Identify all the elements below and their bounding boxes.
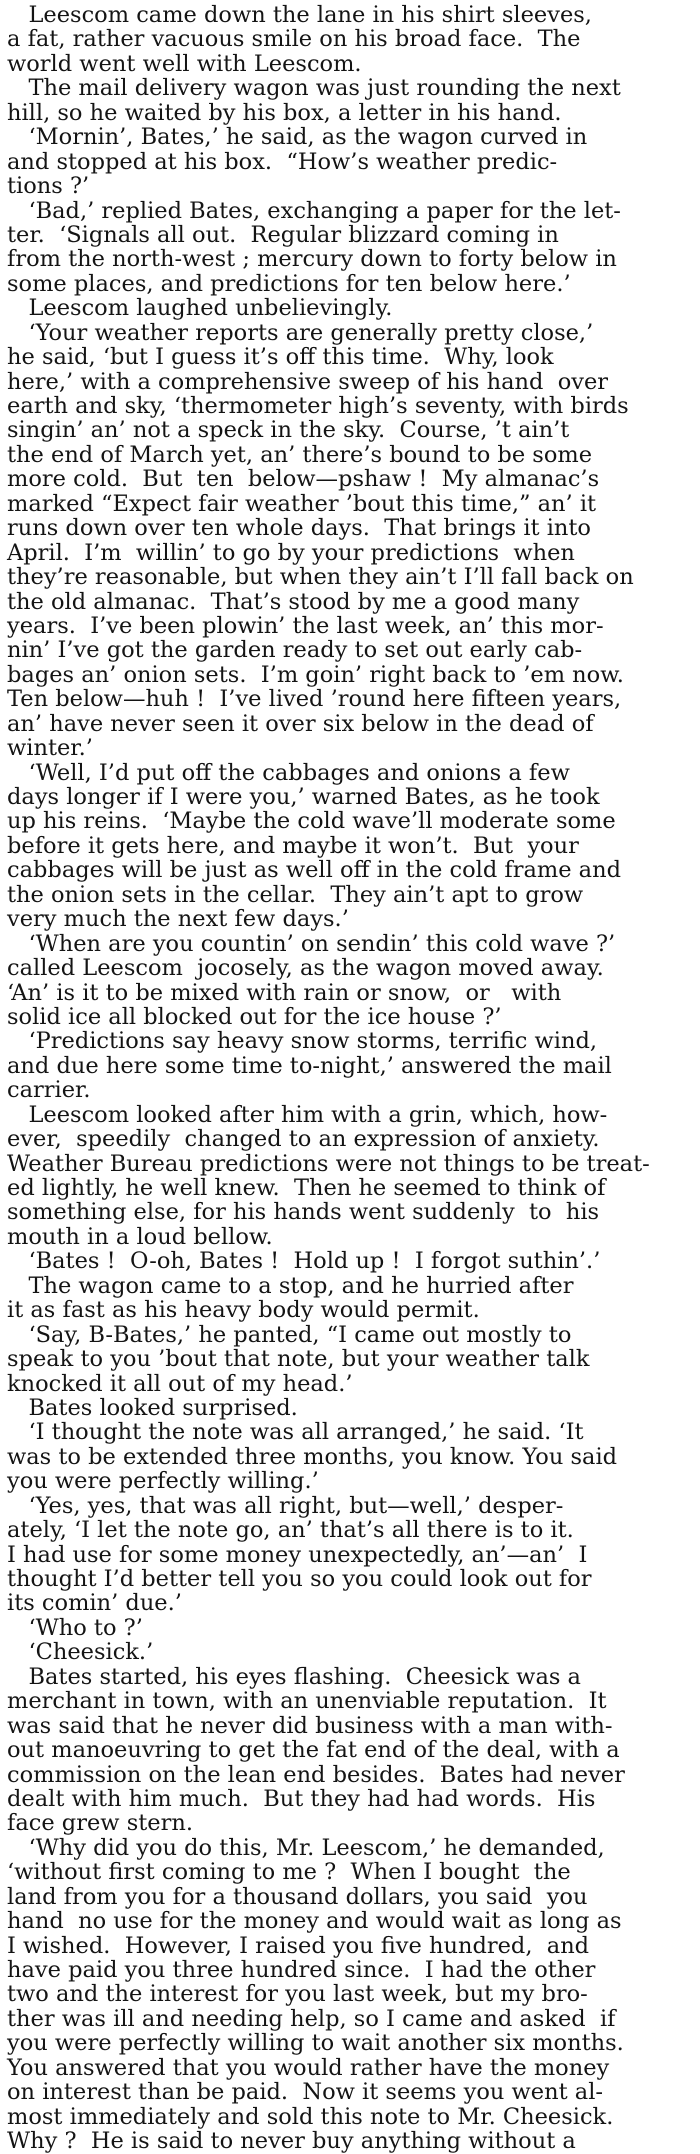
text-line: solid ice all blocked out for the ice house ?’ (7, 1003, 502, 1030)
text-line: it as fast as his heavy body would permit. (7, 1297, 480, 1324)
text-line: ed lightly, he well knew. Then he seemed to think of (7, 1175, 606, 1201)
text-line: mouth in a loud bellow. (7, 1223, 273, 1250)
text-line: ter. ‘Signals all out. Regular blizzard coming in (7, 221, 559, 248)
text-line: ever, speedily changed to an expression of anxiety. (7, 1126, 600, 1153)
text-line: they’re reasonable, but when they ain’t I’ll fall back on (7, 564, 634, 591)
text-line: The wagon came to a stop, and he hurried after (7, 1272, 574, 1299)
text-line: Why ? He is said to never buy anything without a (7, 2128, 576, 2154)
text-line: the onion sets in the cellar. They ain’t apt to grow (7, 881, 584, 908)
text-line: I had use for some money unexpectedly, an’—an’ I (7, 1541, 588, 1568)
text-line: ‘When are you countin’ on sendin’ this cold wave ?’ (7, 930, 616, 957)
text-line: commission on the lean end besides. Bates had never (7, 1761, 625, 1788)
text-line: have paid you three hundred since. I had the other (7, 1957, 596, 1983)
text-line: land from you for a thousand dollars, you said you (7, 1883, 588, 1910)
text-line: the end of March yet, an’ there’s bound to be some (7, 441, 593, 468)
text-line: speak to you ’bout that note, but your weather talk (7, 1346, 590, 1373)
text-line: its comin’ due.’ (7, 1590, 182, 1617)
text-line: most immediately and sold this note to Mr. Cheesick. (7, 2103, 614, 2130)
text-line: and stopped at his box. “How’s weather predic- (7, 148, 558, 175)
text-line: ately, ‘I let the note go, an’ that’s all there is to it. (7, 1517, 574, 1544)
text-line: you were perfectly willing.’ (7, 1468, 319, 1495)
text-line: two and the interest for you last week, but my bro- (7, 1981, 588, 2008)
text-line: here,’ with a comprehensive sweep of his hand over (7, 368, 609, 395)
text-line: before it gets here, and maybe it won’t. But your (7, 832, 579, 859)
text-line: face grew stern. (7, 1810, 193, 1837)
text-line: nin’ I’ve got the garden ready to set out early cab- (7, 637, 583, 664)
text-line: earth and sky, ‘thermometer high’s seventy, with birds (7, 393, 629, 419)
text-line: ‘Bates ! O-oh, Bates ! Hold up ! I forgot suthin’.’ (7, 1248, 601, 1275)
text-line: he said, ‘but I guess it’s off this time. Why, look (7, 344, 554, 371)
text-line: years. I’ve been plowin’ the last week, an’ this mor- (7, 612, 604, 639)
text-line: ther was ill and needing help, so I came and asked if (7, 2005, 616, 2032)
text-line: a fat, rather vacuous smile on his broad face. The (7, 26, 581, 53)
text-line: carrier. (7, 1077, 91, 1104)
text-line: hand no use for the money and would wait as long as (7, 1908, 622, 1935)
text-line: the old almanac. That’s stood by me a good many (7, 588, 580, 615)
text-line: Bates started, his eyes flashing. Cheesick was a (7, 1663, 581, 1690)
text-line: was said that he never did business with a man with- (7, 1712, 613, 1739)
text-line: tions ?’ (7, 173, 90, 200)
text-line: called Leescom jocosely, as the wagon moved away. (7, 955, 604, 982)
text-line: merchant in town, with an unenviable reputation. It (7, 1688, 607, 1715)
text-line: and due here some time to-night,’ answered the mail (7, 1052, 612, 1079)
text-line: days longer if I were you,’ warned Bates, as he took (7, 784, 600, 810)
text-line: April. I’m willin’ to go by your predictions when (7, 539, 575, 566)
text-line: world went well with Leescom. (7, 50, 362, 77)
text-line: knocked it all out of my head.’ (7, 1370, 353, 1397)
text-line: on interest than be paid. Now it seems you went al- (7, 2079, 603, 2106)
text-line: dealt with him much. But they had had words. His (7, 1785, 596, 1812)
text-line: ‘Yes, yes, that was all right, but—well,’ desper- (7, 1492, 564, 1519)
text-line: thought I’d better tell you so you could look out for (7, 1566, 592, 1592)
text-line: Leescom came down the lane in his shirt sleeves, (7, 2, 592, 28)
text-line: more cold. But ten below—pshaw ! My almanac’s (7, 466, 600, 493)
text-line: I wished. However, I raised you five hundred, and (7, 1932, 590, 1959)
text-line: ‘Your weather reports are generally pretty close,’ (7, 319, 594, 346)
text-line: cabbages will be just as well off in the cold frame and (7, 857, 621, 884)
text-line: some places, and predictions for ten below here.’ (7, 270, 571, 297)
text-line: ‘Well, I’d put off the cabbages and onions a few (7, 759, 570, 786)
text-line: very much the next few days.’ (7, 906, 349, 933)
text-line: bages an’ onion sets. I’m goin’ right back to ’em now. (7, 661, 624, 688)
text-line: Leescom looked after him with a grin, which, how- (7, 1101, 608, 1128)
text-line: ‘Cheesick.’ (7, 1639, 154, 1666)
text-line: Ten below—huh ! I’ve lived ’round here fifteen years, (7, 686, 622, 713)
text-line: singin’ an’ not a speck in the sky. Course, ’t ain’t (7, 417, 570, 444)
text-line: you were perfectly willing to wait another six months. (7, 2030, 624, 2057)
text-line: ‘Why did you do this, Mr. Leescom,’ he demanded, (7, 1834, 605, 1861)
text-line: ‘Say, B-Bates,’ he panted, “I came out mostly to (7, 1321, 572, 1348)
text-line: ‘I thought the note was all arranged,’ he said. ‘It (7, 1419, 584, 1446)
text-line: The mail delivery wagon was just rounding the next (7, 75, 621, 102)
text-line: winter.’ (7, 735, 93, 762)
text-line: was to be extended three months, you know. You said (7, 1443, 618, 1470)
text-line: ‘Mornin’, Bates,’ he said, as the wagon curved in (7, 124, 588, 151)
text-line: marked “Expect fair weather ’bout this time,” an’ it (7, 490, 597, 517)
text-line: ‘Who to ?’ (7, 1614, 143, 1641)
text-line: up his reins. ‘Maybe the cold wave’ll moderate some (7, 808, 616, 835)
text-line: Weather Bureau predictions were not things to be treat- (7, 1150, 650, 1177)
text-line: Leescom laughed unbelievingly. (7, 295, 393, 322)
text-line: something else, for his hands went suddenly to his (7, 1199, 600, 1226)
text-line: ‘Bad,’ replied Bates, exchanging a paper for the let- (7, 197, 621, 224)
text-line: You answered that you would rather have the money (7, 2054, 610, 2081)
text-line: ‘Predictions say heavy snow storms, terrific wind, (7, 1028, 598, 1055)
text-line: Bates looked surprised. (7, 1394, 298, 1421)
text-line: ‘without first coming to me ? When I bought the (7, 1859, 571, 1886)
text-line: from the north-west ; mercury down to forty below in (7, 246, 617, 273)
text-line: out manoeuvring to get the fat end of the deal, with a (7, 1737, 620, 1764)
text-line: ‘An’ is it to be mixed with rain or snow, or with (7, 979, 562, 1006)
text-line: runs down over ten whole days. That brings it into (7, 515, 591, 542)
text-line: hill, so he waited by his box, a letter in his hand. (7, 99, 562, 126)
text-line: an’ have never seen it over six below in the dead of (7, 710, 594, 737)
